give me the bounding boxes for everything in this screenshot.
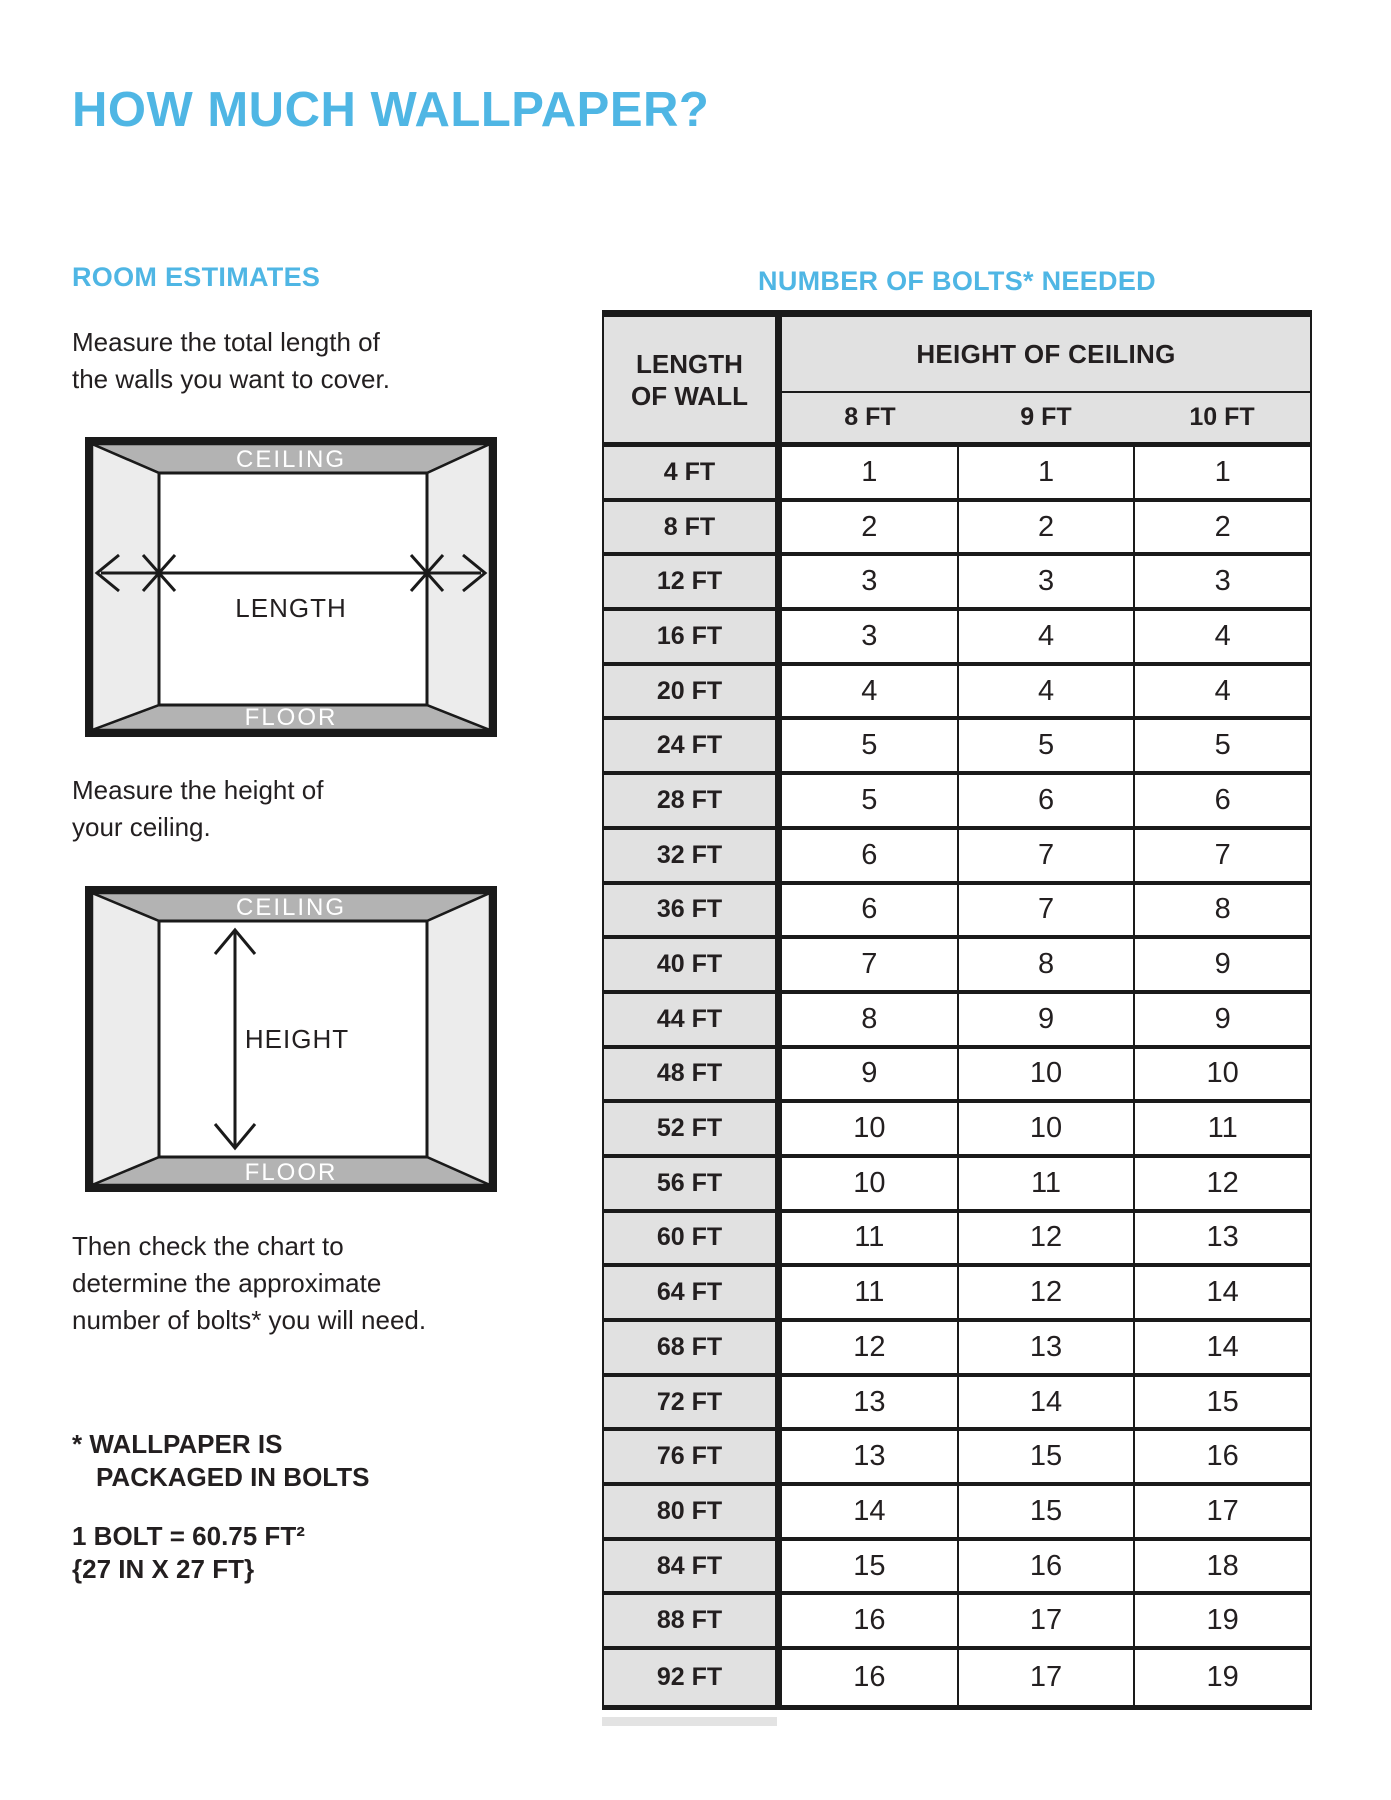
length-of-wall-header	[604, 317, 775, 442]
bolt-count-cell: 15	[957, 1431, 1134, 1482]
row-label: 48 FT	[604, 1049, 775, 1100]
row-label: 84 FT	[604, 1541, 775, 1592]
bolt-count-cell: 7	[861, 948, 878, 981]
bolt-count-cell: 15	[957, 1486, 1134, 1537]
table-row	[604, 1377, 1310, 1432]
instruction-step-1	[72, 324, 390, 398]
column-divider	[775, 939, 782, 990]
row-label: 20 FT	[604, 666, 775, 717]
table-row	[604, 1650, 1310, 1705]
table-row	[604, 1595, 1310, 1650]
bolt-count-cell: 3	[861, 619, 878, 652]
room-length-diagram	[85, 437, 497, 737]
bolt-count-cell: 2	[861, 510, 878, 543]
bolt-count-cell: 13	[1133, 1213, 1310, 1264]
instruction-line: number of bolts* you will need.	[72, 1305, 427, 1335]
column-divider	[775, 611, 782, 662]
bolt-count-cell: 10	[1133, 1049, 1310, 1100]
bolt-count-cell: 11	[854, 1221, 885, 1254]
column-divider	[775, 447, 782, 498]
bolt-count-cell: 10	[853, 1112, 886, 1145]
table-row	[604, 1322, 1310, 1377]
bolt-count-cell: 19	[1133, 1650, 1310, 1705]
bolt-count-cell: 2	[957, 502, 1134, 553]
instruction-step-3	[72, 1228, 426, 1339]
left-wall	[92, 444, 159, 730]
table-row	[604, 447, 1310, 502]
bolts-table	[602, 310, 1312, 1710]
bolt-table-body	[604, 447, 1310, 1705]
floor-label: FLOOR	[244, 704, 338, 731]
column-divider	[775, 502, 782, 553]
instruction-line: Measure the total length of	[72, 327, 380, 357]
table-row	[604, 556, 1310, 611]
row-label: 56 FT	[604, 1158, 775, 1209]
room-estimates-heading: ROOM ESTIMATES	[72, 262, 321, 292]
row-label: 8 FT	[604, 502, 775, 553]
ceiling-height-subheaders	[782, 393, 1310, 442]
row-label: 60 FT	[604, 1213, 775, 1264]
row-label: 52 FT	[604, 1103, 775, 1154]
page-title: HOW MUCH WALLPAPER?	[72, 83, 710, 137]
table-title: NUMBER OF BOLTS* NEEDED	[758, 266, 1156, 296]
table-row	[604, 1103, 1310, 1158]
table-row	[604, 1486, 1310, 1541]
instruction-line: Then check the chart to	[72, 1231, 344, 1261]
row-label: 64 FT	[604, 1267, 775, 1318]
bolt-size-info	[72, 1520, 305, 1586]
bolt-count-cell: 9	[1133, 994, 1310, 1045]
instruction-line: Measure the height of	[72, 775, 324, 805]
row-label: 44 FT	[604, 994, 775, 1045]
bolt-count-cell: 11	[1133, 1103, 1310, 1154]
wallpaper-bolts-footnote	[72, 1428, 369, 1494]
room-height-diagram	[85, 886, 497, 1192]
bolt-count-cell: 1	[957, 447, 1134, 498]
bolt-count-cell: 4	[1133, 666, 1310, 717]
column-divider	[775, 1377, 782, 1428]
corner-header-line: LENGTH	[636, 348, 743, 379]
table-row	[604, 1431, 1310, 1486]
bolt-count-cell: 3	[957, 556, 1134, 607]
corner-header-line: OF WALL	[631, 380, 748, 411]
bolt-count-cell: 14	[1133, 1267, 1310, 1318]
floor-label: FLOOR	[244, 1159, 338, 1186]
column-divider	[775, 720, 782, 771]
row-label: 28 FT	[604, 775, 775, 826]
column-divider	[775, 1103, 782, 1154]
bolt-count-cell: 4	[957, 666, 1134, 717]
table-row	[604, 830, 1310, 885]
right-wall	[427, 444, 490, 730]
table-footer-stub	[602, 1717, 777, 1726]
bolt-count-cell: 17	[1133, 1486, 1310, 1537]
bolt-count-cell: 1	[861, 455, 878, 488]
ceiling-label: CEILING	[235, 894, 347, 921]
bolt-count-cell: 17	[957, 1595, 1134, 1646]
table-row	[604, 1158, 1310, 1213]
row-label: 88 FT	[604, 1595, 775, 1646]
bolt-count-cell: 7	[957, 830, 1134, 881]
column-divider	[775, 1650, 782, 1705]
bolt-count-cell: 9	[861, 1057, 878, 1090]
table-row	[604, 611, 1310, 666]
bolt-count-cell: 14	[1133, 1322, 1310, 1373]
column-divider	[775, 1431, 782, 1482]
table-row	[604, 1541, 1310, 1596]
column-header-9ft: 9 FT	[1020, 403, 1072, 431]
bolt-dimensions: {27 IN X 27 FT}	[72, 1554, 255, 1584]
bolt-count-cell: 8	[957, 939, 1134, 990]
bolt-count-cell: 6	[861, 838, 878, 871]
bolt-count-cell: 16	[853, 1604, 886, 1637]
row-label: 40 FT	[604, 939, 775, 990]
table-row	[604, 1049, 1310, 1104]
bolt-count-cell: 3	[1133, 556, 1310, 607]
bolt-count-cell: 12	[957, 1267, 1134, 1318]
footnote-line: * WALLPAPER IS	[72, 1429, 283, 1459]
bolt-count-cell: 13	[957, 1322, 1134, 1373]
row-label: 16 FT	[604, 611, 775, 662]
bolt-count-cell: 10	[853, 1166, 886, 1199]
row-label: 24 FT	[604, 720, 775, 771]
bolt-count-cell: 13	[853, 1440, 886, 1473]
bolt-count-cell: 6	[957, 775, 1134, 826]
height-dimension-label: HEIGHT	[244, 1024, 350, 1054]
column-divider	[775, 1322, 782, 1373]
table-row	[604, 666, 1310, 721]
column-divider	[775, 1267, 782, 1318]
column-divider	[775, 317, 782, 442]
bolt-count-cell: 3	[861, 565, 878, 598]
bolt-count-cell: 14	[853, 1494, 886, 1527]
column-divider	[775, 556, 782, 607]
ceiling-label: CEILING	[235, 446, 347, 473]
bolt-count-cell: 6	[1133, 775, 1310, 826]
length-dimension-label: LENGTH	[235, 593, 347, 623]
instruction-step-2	[72, 772, 324, 846]
ceiling-height-header-group	[782, 317, 1310, 442]
instruction-line: your ceiling.	[72, 812, 211, 842]
row-label: 36 FT	[604, 885, 775, 936]
bolt-count-cell: 16	[1133, 1431, 1310, 1482]
right-wall	[427, 893, 490, 1185]
bolt-count-cell: 10	[957, 1103, 1134, 1154]
row-label: 68 FT	[604, 1322, 775, 1373]
bolt-count-cell: 5	[861, 729, 878, 762]
bolt-count-cell: 10	[957, 1049, 1134, 1100]
bolt-count-cell: 4	[1133, 611, 1310, 662]
footnote-line: PACKAGED IN BOLTS	[96, 1462, 370, 1492]
bolt-count-cell: 12	[957, 1213, 1134, 1264]
bolt-count-cell: 12	[1133, 1158, 1310, 1209]
column-divider	[775, 830, 782, 881]
height-of-ceiling-header: HEIGHT OF CEILING	[782, 317, 1310, 393]
bolt-count-cell: 15	[853, 1549, 886, 1582]
left-wall	[92, 893, 159, 1185]
bolt-count-cell: 8	[1133, 885, 1310, 936]
bolt-count-cell: 17	[957, 1650, 1134, 1705]
row-label: 92 FT	[604, 1650, 775, 1705]
column-divider	[775, 1486, 782, 1537]
bolt-count-cell: 5	[957, 720, 1134, 771]
table-row	[604, 1213, 1310, 1268]
bolt-count-cell: 2	[1133, 502, 1310, 553]
column-divider	[775, 1158, 782, 1209]
row-label: 80 FT	[604, 1486, 775, 1537]
bolt-count-cell: 1	[1133, 447, 1310, 498]
row-label: 12 FT	[604, 556, 775, 607]
instruction-line: the walls you want to cover.	[72, 364, 390, 394]
bolt-count-cell: 11	[854, 1276, 885, 1309]
bolt-equation: 1 BOLT = 60.75 FT²	[72, 1521, 305, 1551]
column-divider	[775, 1595, 782, 1646]
bolt-count-cell: 7	[957, 885, 1134, 936]
table-row	[604, 994, 1310, 1049]
bolt-count-cell: 16	[853, 1660, 886, 1693]
bolt-count-cell: 7	[1133, 830, 1310, 881]
row-label: 4 FT	[604, 447, 775, 498]
bolt-count-cell: 9	[957, 994, 1134, 1045]
bolt-count-cell: 13	[853, 1385, 886, 1418]
bolt-count-cell: 12	[853, 1330, 886, 1363]
row-label: 32 FT	[604, 830, 775, 881]
column-divider	[775, 994, 782, 1045]
bolt-count-cell: 5	[1133, 720, 1310, 771]
column-header-10ft: 10 FT	[1189, 403, 1255, 431]
bolt-count-cell: 16	[957, 1541, 1134, 1592]
table-row	[604, 775, 1310, 830]
bolt-count-cell: 18	[1133, 1541, 1310, 1592]
table-row	[604, 720, 1310, 775]
bolt-count-cell: 4	[861, 674, 878, 707]
column-header-8ft: 8 FT	[844, 403, 896, 431]
row-label: 76 FT	[604, 1431, 775, 1482]
table-row	[604, 1267, 1310, 1322]
column-divider	[775, 775, 782, 826]
bolt-count-cell: 5	[861, 783, 878, 816]
bolt-count-cell: 11	[957, 1158, 1134, 1209]
bolt-count-cell: 19	[1133, 1595, 1310, 1646]
row-label: 72 FT	[604, 1377, 775, 1428]
table-row	[604, 939, 1310, 994]
bolt-count-cell: 14	[957, 1377, 1134, 1428]
column-divider	[775, 1541, 782, 1592]
column-divider	[775, 1049, 782, 1100]
back-wall	[159, 473, 427, 705]
bolt-count-cell: 9	[1133, 939, 1310, 990]
column-divider	[775, 885, 782, 936]
column-divider	[775, 666, 782, 717]
bolt-count-cell: 6	[861, 893, 878, 926]
bolt-count-cell: 4	[957, 611, 1134, 662]
instruction-line: determine the approximate	[72, 1268, 382, 1298]
table-header	[604, 317, 1310, 447]
table-row	[604, 502, 1310, 557]
bolt-count-cell: 8	[861, 1002, 878, 1035]
bolt-count-cell: 15	[1133, 1377, 1310, 1428]
column-divider	[775, 1213, 782, 1264]
table-row	[604, 885, 1310, 940]
